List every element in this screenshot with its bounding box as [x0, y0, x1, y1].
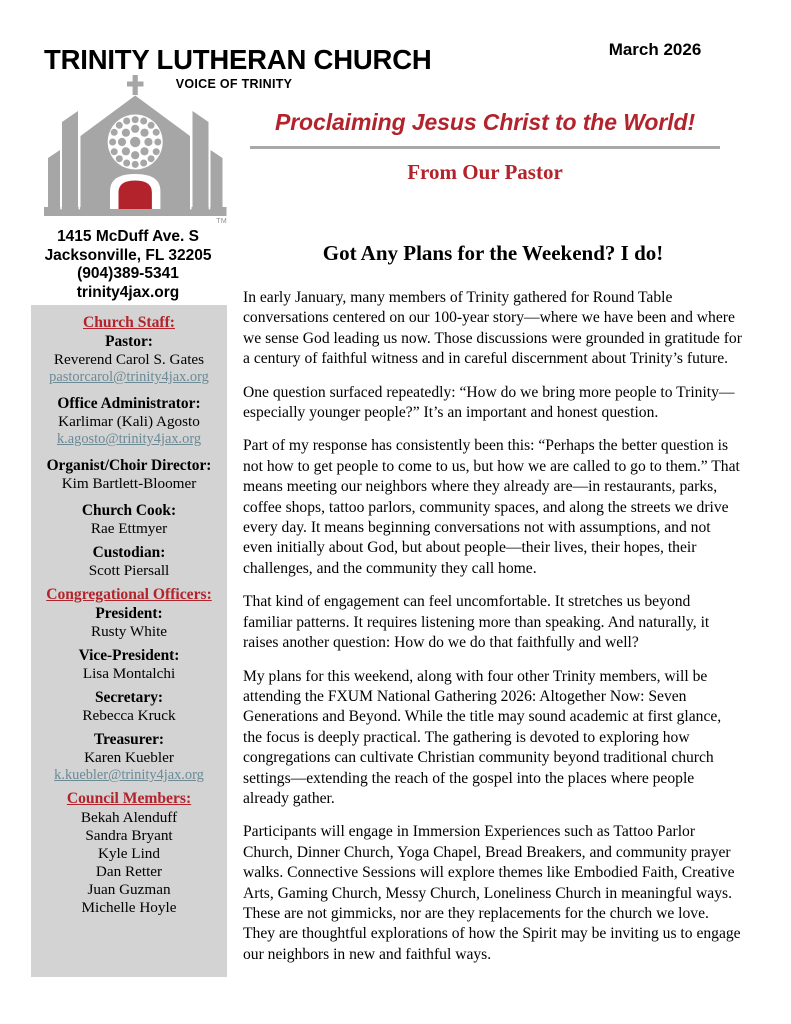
sidebar: [31, 305, 227, 977]
address-street: 1415 McDuff Ave. S: [57, 228, 199, 245]
officer-email-link[interactable]: k.kuebler@trinity4jax.org: [54, 767, 204, 783]
officer-entry: [37, 647, 221, 683]
article-paragraph: In early January, many members of Trinity gathered for Round Table conversations centered on our 100-year story—where we have been and where we sense God leading us now. Those discussions were grounded in gratitude for a century of faithful witness and in careful discernment about Trinity’s future.: [243, 289, 742, 368]
article-paragraph: My plans for this weekend, along with four other Trinity members, will be attending the FXUM National Gathering 2026: Altogether Now: Seven Generations and Beyond. While the title may sound academic at first glance, the focus is deeply practical. The gathering is devoted to exploring how congregations can cultivate Christian community beyond traditional church settings—extending the reach of the gospel into the places where people already gather.: [243, 667, 722, 807]
staff-name: Scott Piersall: [88, 562, 170, 579]
staff-name: Kim Bartlett-Bloomer: [61, 475, 197, 492]
officer-role: Secretary:: [94, 689, 164, 706]
council-member: Kyle Lind: [97, 845, 160, 862]
trademark-mark: TM: [216, 218, 227, 225]
church-address-block: [22, 228, 234, 302]
page-title: TRINITY LUTHERAN CHURCH: [44, 44, 432, 75]
pastor-article: [243, 240, 743, 978]
article-paragraph: Part of my response has consistently been this: “Perhaps the better question is not how to get people to come to us, but how we are called to go to them.” That means meeting our neighbors where they already are—in restaurants, parks, coffee shops, tattoo parlors, community spaces, and along the streets we drive every day. It means beginning conversations not with assumptions, and not even initially about God, but about people—their lives, their hopes, their challenges, and the community they call home.: [243, 437, 740, 577]
staff-email-link[interactable]: k.agosto@trinity4jax.org: [56, 431, 202, 447]
officer-name: Rusty White: [90, 623, 168, 640]
staff-email-link[interactable]: pastorcarol@trinity4jax.org: [49, 369, 209, 385]
article-paragraph: Participants will engage in Immersion Experiences such as Tattoo Parlor Church, Dinner Church, Yoga Chapel, Bread Breakers, and community prayer walks. Connective Sessions will explore themes like Embodied Faith, Creative Arts, Gaming Church, Messy Church, Loneliness Church in meaningful ways. These are not gimmicks, nor are they replacements for the church we love. They are thoughtful explorations of how the Spirit may be inviting us to engage our neighbors in new and faithful ways.: [243, 823, 741, 963]
officer-role: Treasurer:: [93, 731, 165, 748]
officer-entry: [37, 605, 221, 641]
staff-name: Rae Ettmyer: [90, 520, 168, 537]
staff-entry: [37, 333, 221, 386]
staff-role: Pastor:: [105, 333, 153, 350]
horizontal-divider: [250, 146, 720, 149]
church-building-logo: [38, 74, 233, 226]
officer-role: President:: [95, 605, 163, 622]
staff-entry: [37, 502, 221, 538]
church-website[interactable]: trinity4jax.org: [76, 283, 180, 301]
officer-role: Vice-President:: [78, 647, 180, 664]
newsletter-subtitle: VOICE OF TRINITY: [175, 77, 293, 91]
sidebar-heading-council-members: Council Members:: [66, 790, 192, 807]
staff-role: Church Cook:: [81, 502, 177, 519]
church-phone: (904)389-5341: [77, 265, 179, 282]
council-member: Sandra Bryant: [85, 827, 173, 844]
staff-role: Office Administrator:: [57, 395, 201, 412]
address-city-state-zip: Jacksonville, FL 32205: [44, 246, 212, 264]
spacer: [37, 493, 221, 502]
staff-role: Custodian:: [92, 544, 166, 561]
spacer: [37, 386, 221, 395]
staff-name: Karlimar (Kali) Agosto: [58, 413, 200, 430]
staff-entry: [37, 544, 221, 580]
sidebar-heading-congregational-officers: Congregational Officers:: [46, 586, 212, 603]
officer-name: Karen Kuebler: [84, 749, 174, 766]
staff-role: Organist/Choir Director:: [46, 457, 212, 474]
staff-entry: [37, 395, 221, 448]
officer-name: Rebecca Kruck: [82, 707, 176, 724]
article-paragraph: That kind of engagement can feel uncomfortable. It stretches us beyond familiar patterns. It requires listening more than speaking. And naturally, it raises another question: How do we do that faithfully and well?: [243, 593, 710, 652]
council-member: Juan Guzman: [87, 881, 171, 898]
article-title: Got Any Plans for the Weekend? I do!: [322, 241, 664, 265]
church-logo-svg: [38, 74, 233, 226]
article-paragraph: One question surfaced repeatedly: “How do we bring more people to Trinity—especially younger people?” It’s an important and honest question.: [243, 383, 735, 422]
section-heading-from-our-pastor: From Our Pastor: [407, 160, 563, 184]
sidebar-heading-church-staff: Church Staff:: [83, 314, 175, 331]
officer-entry: [37, 731, 221, 784]
church-tagline: Proclaiming Jesus Christ to the World!: [274, 109, 696, 135]
spacer: [37, 448, 221, 457]
officer-name: Lisa Montalchi: [82, 665, 176, 682]
staff-name: Reverend Carol S. Gates: [53, 351, 205, 368]
council-member: Dan Retter: [95, 863, 163, 880]
council-member: Michelle Hoyle: [81, 899, 177, 916]
issue-date: March 2026: [608, 40, 702, 59]
officer-entry: [37, 689, 221, 725]
council-member: Bekah Alenduff: [80, 809, 178, 826]
church-door: [119, 181, 152, 210]
staff-entry: [37, 457, 221, 493]
